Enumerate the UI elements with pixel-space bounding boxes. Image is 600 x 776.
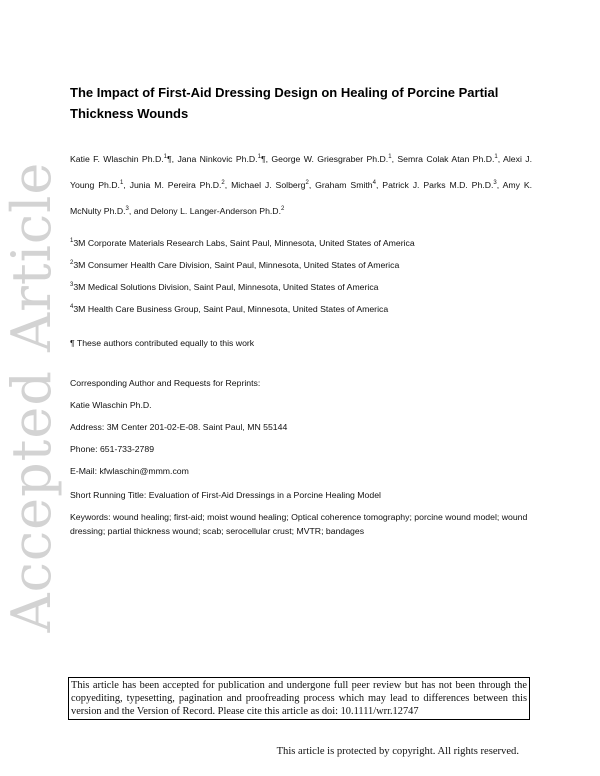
copyright-footer: This article is protected by copyright. All rights reserved. bbox=[276, 746, 519, 757]
affiliation: $^4$3M Health Care Business Group, Saint Paul, Minnesota, United States of America bbox=[70, 304, 389, 314]
author-affiliation-mark: 3 bbox=[125, 206, 129, 213]
affiliation: $^1$3M Corporate Materials Research Labs, Saint Paul, Minnesota, United States of America bbox=[70, 238, 415, 248]
author-name: Michael J. Solberg$^2$ bbox=[231, 180, 309, 190]
correspondence-heading: Corresponding Author and Requests for Reprints: bbox=[70, 378, 261, 388]
author-affiliation-mark: 3 bbox=[493, 180, 497, 187]
author-name: Amy K. McNulty Ph.D.$^3$ bbox=[70, 180, 533, 216]
affiliation-list bbox=[70, 232, 532, 320]
equal-contribution-note: ¶ These authors contributed equally to this work bbox=[70, 338, 255, 348]
paper-title: The Impact of First-Aid Dressing Design on Healing of Porcine Partial Thickness Wounds bbox=[70, 85, 499, 121]
author-affiliation-mark: 2 bbox=[281, 206, 285, 213]
affiliation-number: 3 bbox=[70, 282, 74, 289]
author-affiliation-mark: 1 bbox=[119, 180, 124, 187]
correspondence-phone: Phone: 651-733-2789 bbox=[70, 444, 155, 454]
affiliation-number: 4 bbox=[70, 304, 74, 311]
author-affiliation-mark: 1 bbox=[494, 154, 498, 161]
author-affiliation-mark: 1 bbox=[257, 154, 261, 161]
correspondence-address: Address: 3M Center 201-02-E-08. Saint Paul, MN 55144 bbox=[70, 422, 288, 432]
accepted-notice-box: This article has been accepted for publication and undergone full peer review but has not been through the copyediting, typesetting, pagination and proofreading process which may lead to differences between this version and the Version of Record. Please cite this article as doi: 10.1111/wrr.12747 bbox=[68, 677, 530, 720]
author-name: Graham Smith$^4$ bbox=[315, 180, 376, 190]
author-list: Katie F. Wlaschin Ph.D.$^1$¶, Jana Ninkovic Ph.D.$^1$¶, George W. Griesgraber Ph.D.$^1$, Semra Colak Atan Ph.D.$^1$, Alexi J. Young Ph.D.$^1$, Junia M. Pereira Ph.D.$^2$, Michael J. Solberg$^2$, Graham Smith$^4$, Patrick J. Parks M.D. Ph.D.$^3$, Amy K. McNulty Ph.D.$^3$, and Delony L. Langer-Anderson Ph.D.$^2$ bbox=[70, 154, 533, 216]
author-affiliation-mark: 1 bbox=[388, 154, 392, 161]
paper-page bbox=[70, 82, 532, 538]
author-name: Semra Colak Atan Ph.D.$^1$ bbox=[397, 154, 498, 164]
author-affiliation-mark: 1 bbox=[163, 154, 167, 161]
author-name: Alexi J. Young Ph.D.$^1$ bbox=[70, 154, 533, 190]
accepted-article-watermark: Accepted Article bbox=[0, 161, 63, 633]
running-title: Short Running Title: Evaluation of First-Aid Dressings in a Porcine Healing Model bbox=[70, 490, 381, 500]
author-affiliation-mark: 2 bbox=[221, 180, 225, 187]
author-name: Patrick J. Parks M.D. Ph.D.$^3$ bbox=[382, 180, 497, 190]
affiliation-number: 2 bbox=[70, 260, 74, 267]
author-affiliation-mark: 2 bbox=[305, 180, 309, 187]
affiliation: $^2$3M Consumer Health Care Division, Saint Paul, Minnesota, United States of America bbox=[70, 260, 400, 270]
correspondence-name: Katie Wlaschin Ph.D. bbox=[70, 400, 152, 410]
affiliation: $^3$3M Medical Solutions Division, Saint Paul, Minnesota, United States of America bbox=[70, 282, 379, 292]
affiliation-number: 1 bbox=[70, 238, 74, 245]
correspondence-email: E-Mail: kfwlaschin@mmm.com bbox=[70, 466, 189, 476]
author-affiliation-mark: 4 bbox=[372, 180, 376, 187]
author-name: Jana Ninkovic Ph.D.$^1$¶ bbox=[177, 154, 266, 164]
author-name: George W. Griesgraber Ph.D.$^1$ bbox=[271, 154, 392, 164]
author-name: Delony L. Langer-Anderson Ph.D.$^2$ bbox=[150, 206, 285, 216]
author-name: Junia M. Pereira Ph.D.$^2$ bbox=[129, 180, 225, 190]
author-name: Katie F. Wlaschin Ph.D.$^1$¶ bbox=[70, 154, 172, 164]
keywords: Keywords: wound healing; first-aid; moist wound healing; Optical coherence tomography; porcine wound model; wound dressing; partial thickness wound; scab; serocellular crust; MVTR; bandages bbox=[70, 512, 528, 536]
correspondence-block bbox=[70, 372, 532, 482]
